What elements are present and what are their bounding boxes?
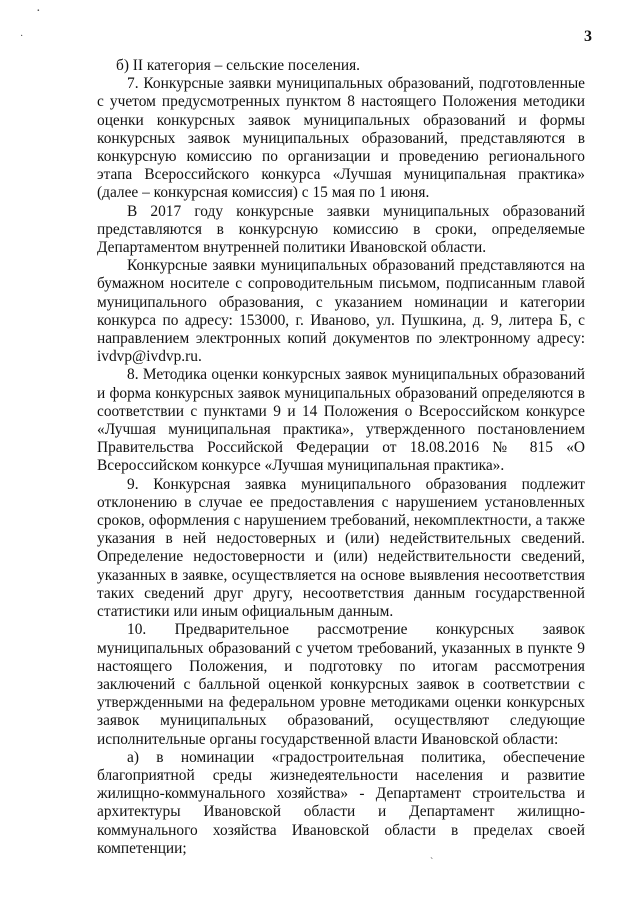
paragraph-2017-deadline: В 2017 году конкурсные заявки муниципальных образований представляются в конкурсную комиссию в сроки, определяемые Департаментом внутренней политики Ивановской области. (97, 202, 585, 257)
paragraph-category-ii: б) II категория – сельские поселения. (116, 57, 361, 74)
paragraph-submission-address: Конкурсные заявки муниципальных образований представляются на бумажном носителе с сопроводительным письмом, подписанным главой муниципального образования, с указанием номинации и категории конкурса по адресу: 153000, г. Иваново, ул. Пушкина, д. 9, литера Б, с направлением электронных копий документов по электронному адресу: ivdvp@ivdvp.ru. (97, 257, 585, 366)
paragraph-item-9: 9. Конкурсная заявка муниципального образования подлежит отклонению в случае ее предоставления с нарушением установленных сроков, оформления с нарушением требований, некомплектности, а также указания в ней недостоверных и (или) недействительных сведений. Определение недостоверности и (или) недействительности сведений, указанных в заявке, осуществляется на основе выявления несоответствия таких сведений друг другу, несоответствия данным государственной статистики или иным официальным данным. (97, 475, 585, 621)
scan-mark-top-left-small: · (20, 31, 24, 42)
paragraph-item-10a: а) в номинации «градостроительная политика, обеспечение благоприятной среды жизнедеятельности населения и развитие жилищно-коммунального хозяйства» - Департамент строительства и архитектуры Ивановской области и Департамент жилищно-коммунального хозяйства Ивановской области в пределах своей компетенции; (97, 748, 585, 857)
paragraph-item-7: 7. Конкурсные заявки муниципальных образований, подготовленные с учетом предусмотренных пунктом 8 настоящего Положения методики оценки конкурсных заявок муниципальных образований и формы конкурсных заявок муниципальных образований, представляются в конкурсную комиссию по организации и проведению регионального этапа Всероссийского конкурса «Лучшая муниципальная практика» (далее – конкурсная комиссия) с 15 мая по 1 июня. (97, 75, 585, 202)
page-number: 3 (584, 28, 592, 45)
paragraph-item-8: 8. Методика оценки конкурсных заявок муниципальных образований и форма конкурсных заявок муниципальных образований определяются в соответствии с пунктами 9 и 14 Положения о Всероссийском конкурсе «Лучшая муниципальная практика», утвержденного постановлением Правительства Российской Федерации от 18.08.2016 № 815 «О Всероссийском конкурсе «Лучшая муниципальная практика». (97, 366, 585, 475)
paragraph-item-10: 10. Предварительное рассмотрение конкурсных заявок муниципальных образований с учетом требований, указанных в пункте 9 настоящего Положения, и подготовку по итогам рассмотрения заключений с балльной оценкой конкурсных заявок в соответствии с утвержденными на федеральном уровне методиками оценки конкурсных заявок муниципальных образований, осуществляют следующие исполнительные органы государственной власти Ивановской области: (97, 621, 585, 748)
scan-mark-top-left: · (36, 4, 41, 19)
scan-mark-bottom: ` (430, 857, 434, 868)
document-body (97, 57, 585, 858)
